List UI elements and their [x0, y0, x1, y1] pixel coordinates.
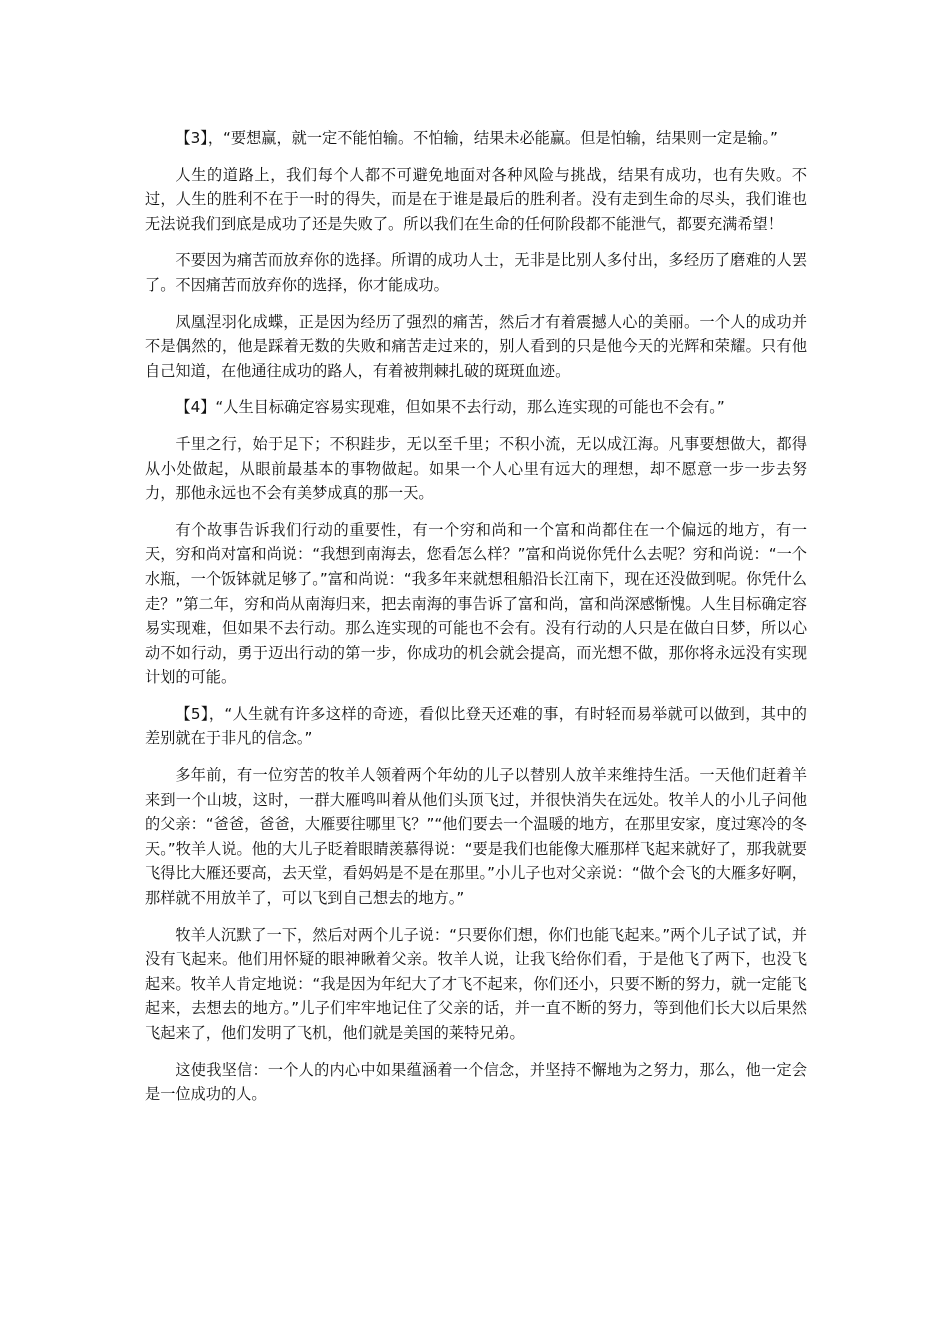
paragraph-phoenix: 凤凰涅羽化成蝶，正是因为经历了强烈的痛苦，然后才有着震撼人心的美丽。一个人的成功并不是偶然的，他是踩着无数的失败和痛苦走过来的，别人看到的只是他今天的光辉和荣耀。只有他自己知道，在他通往成功的路人，有着被荆棘扎破的斑斑血迹。 [145, 312, 807, 380]
paragraph-quote-3: 【3】，“要想赢，就一定不能怕输。不怕输，结果未必能赢。但是怕输，结果则一定是输。” [175, 129, 778, 147]
paragraph-thousand-miles: 千里之行，始于足下；不积跬步，无以至千里；不积小流，无以成江海。凡事要想做大，都得从小处做起，从眼前最基本的事物做起。如果一个人心里有远大的理想，却不愿意一步一步去努力，那他永远也不会有美梦成真的那一天。 [145, 434, 807, 503]
paragraph-conclusion: 这使我坚信：一个人的内心中如果蕴涵着一个信念，并坚持不懈地为之努力，那么，他一定会是一位成功的人。 [145, 1060, 807, 1104]
paragraph-life-road: 人生的道路上，我们每个人都不可避免地面对各种风险与挑战，结果有成功，也有失败。不过，人生的胜利不在于一时的得失，而是在于谁是最后的胜利者。没有走到生命的尽头，我们谁也无法说我们到底是成功了还是失败了。所以我们在生命的任何阶段都不能泄气，都要充满希望！ [145, 165, 807, 233]
paragraph-shepherd-flight: 牧羊人沉默了一下，然后对两个儿子说：“只要你们想，你们也能飞起来。”两个儿子试了试，并没有飞起来。他们用怀疑的眼神瞅着父亲。牧羊人说，让我飞给你们看，于是他飞了两下，也没飞起来。牧羊人肯定地说：“我是因为年纪大了才飞不起来，你们还小，只要不断的努力，就一定能飞起来，去想去的地方。”儿子们牢牢地记住了父亲的话，并一直不断的努力，等到他们长大以后果然飞起来了，他们发明了飞机，他们就是美国的莱特兄弟。 [145, 925, 807, 1042]
paragraph-quote-5: 【5】，“人生就有许多这样的奇迹，看似比登天还难的事，有时轻而易举就可以做到，其中的差别就在于非凡的信念。” [145, 704, 807, 748]
paragraph-shepherd-story: 多年前，有一位穷苦的牧羊人领着两个年幼的儿子以替别人放羊来维持生活。一天他们赶着羊来到一个山坡，这时，一群大雁鸣叫着从他们头顶飞过，并很快消失在远处。牧羊人的小儿子问他的父亲：“爸爸，爸爸，大雁要往哪里飞？”“他们要去一个温暖的地方，在那里安家，度过寒冷的冬天。”牧羊人说。他的大儿子眨着眼睛羡慕得说：“要是我们也能像大雁那样飞起来就好了，那我就要飞得比大雁还要高，去天堂，看妈妈是不是在那里。”小儿子也对父亲说：“做个会飞的大雁多好啊，那样就不用放羊了，可以飞到自己想去的地方。” [145, 766, 807, 908]
paragraph-pain-choice: 不要因为痛苦而放弃你的选择。所谓的成功人士，无非是比别人多付出，多经历了磨难的人罢了。不因痛苦而放弃你的选择，你才能成功。 [145, 251, 807, 294]
paragraph-monk-story: 有个故事告诉我们行动的重要性，有一个穷和尚和一个富和尚都住在一个偏远的地方，有一天，穷和尚对富和尚说：“我想到南海去，您看怎么样？”富和尚说你凭什么去呢？穷和尚说：“一个水瓶，一个饭钵就足够了。”富和尚说：“我多年来就想租船沿长江南下，现在还没做到呢。你凭什么走？”第二年，穷和尚从南海归来，把去南海的事告诉了富和尚，富和尚深感惭愧。人生目标确定容易实现难，但如果不去行动。那么连实现的可能也不会有。没有行动的人只是在做白日梦，所以心动不如行动，勇于迈出行动的第一步，你成功的机会就会提高，而光想不做，那你将永远没有实现计划的可能。 [145, 520, 807, 687]
document-page [145, 126, 807, 1119]
paragraph-quote-4: 【4】“人生目标确定容易实现难，但如果不去行动，那么连实现的可能也不会有。” [175, 398, 725, 417]
